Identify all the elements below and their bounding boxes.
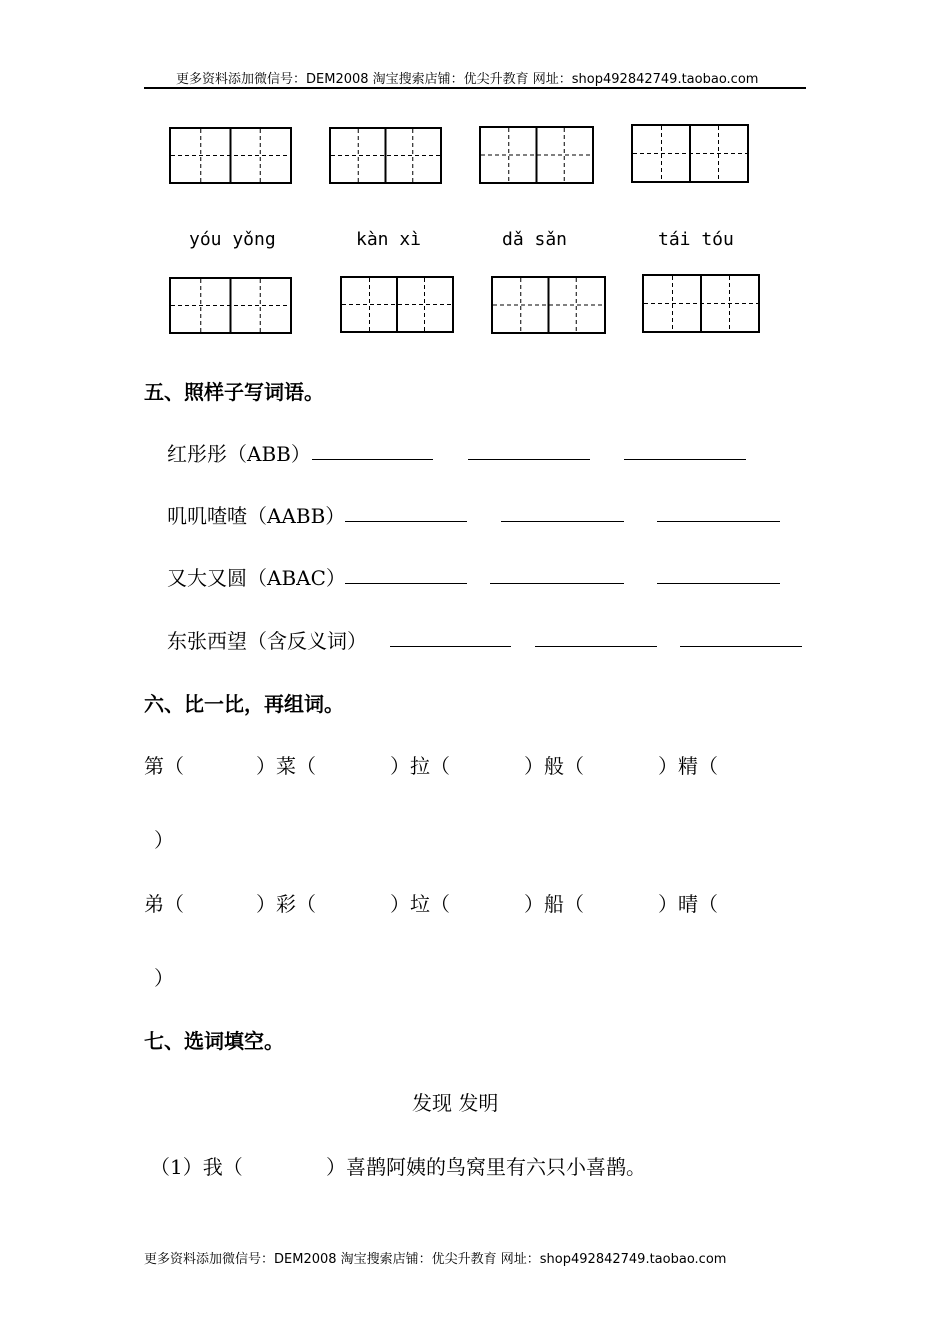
- answer-blank[interactable]: [312, 459, 433, 460]
- answer-blank[interactable]: [501, 521, 624, 522]
- section-title: 五、照样子写词语。: [144, 380, 324, 404]
- answer-blank[interactable]: [345, 583, 467, 584]
- compare-char: ）菜（: [256, 754, 316, 778]
- answer-blank[interactable]: [680, 646, 802, 647]
- writing-grid[interactable]: [169, 127, 292, 184]
- compare-char: ）般（: [524, 754, 584, 778]
- section-title: 七、选词填空。: [144, 1029, 284, 1053]
- writing-grid[interactable]: [642, 274, 760, 333]
- compare-char: ）彩（: [256, 892, 316, 916]
- writing-grid[interactable]: [169, 277, 292, 334]
- pinyin-label: dǎ sǎn: [502, 229, 568, 250]
- header-divider: [144, 87, 806, 89]
- example-word: 东张西望（含反义词）: [167, 629, 367, 653]
- answer-blank[interactable]: [490, 583, 624, 584]
- answer-blank[interactable]: [390, 646, 511, 647]
- answer-blank[interactable]: [535, 646, 657, 647]
- section-title: 六、比一比，再组词。: [144, 692, 344, 716]
- writing-grid[interactable]: [631, 124, 749, 183]
- pinyin-label: tái tóu: [658, 229, 734, 250]
- compare-char: ）船（: [524, 892, 584, 916]
- compare-char: ）: [154, 828, 174, 852]
- compare-char: 弟（: [144, 892, 184, 916]
- example-word: 又大又圆（ABAC）: [167, 566, 346, 590]
- writing-grid[interactable]: [340, 276, 454, 333]
- example-word: 红彤彤（ABB）: [167, 442, 311, 466]
- writing-grid[interactable]: [329, 127, 442, 184]
- compare-char: ）精（: [658, 754, 718, 778]
- compare-char: ）垃（: [390, 892, 450, 916]
- compare-char: 第（: [144, 754, 184, 778]
- writing-grid[interactable]: [479, 126, 594, 184]
- compare-char: ）晴（: [658, 892, 718, 916]
- answer-blank[interactable]: [624, 459, 746, 460]
- answer-blank[interactable]: [345, 521, 467, 522]
- answer-blank[interactable]: [657, 583, 780, 584]
- question-suffix: ）喜鹊阿姨的鸟窝里有六只小喜鹊。: [326, 1155, 646, 1179]
- compare-char: ）拉（: [390, 754, 450, 778]
- header-text: 更多资料添加微信号：DEM2008 淘宝搜索店铺：优尖升教育 网址：shop492842749.taobao.com: [176, 72, 759, 87]
- compare-char: ）: [154, 966, 174, 990]
- footer-text: 更多资料添加微信号：DEM2008 淘宝搜索店铺：优尖升教育 网址：shop492842749.taobao.com: [144, 1252, 727, 1267]
- answer-blank[interactable]: [657, 521, 780, 522]
- word-choices: 发现 发明: [412, 1091, 499, 1115]
- question-prefix: （1）我（: [150, 1155, 243, 1179]
- pinyin-label: yóu yǒng: [189, 229, 276, 250]
- writing-grid[interactable]: [491, 276, 606, 334]
- pinyin-label: kàn xì: [356, 229, 422, 250]
- answer-blank[interactable]: [468, 459, 590, 460]
- example-word: 叽叽喳喳（AABB）: [167, 504, 346, 528]
